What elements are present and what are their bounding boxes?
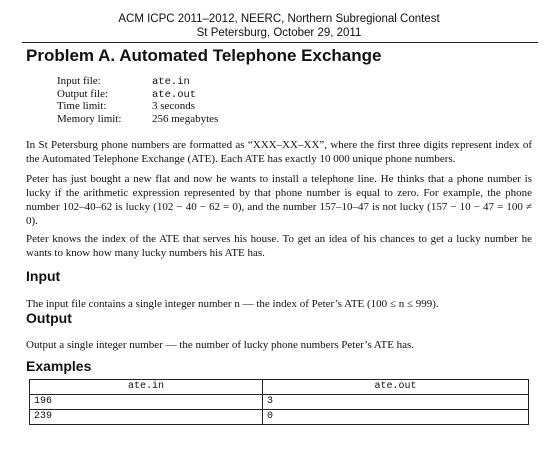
table-row: [30, 410, 529, 425]
column-header-input: ate.in: [30, 380, 263, 395]
input-heading: Input: [26, 268, 61, 284]
input-description: The input file contains a single integer number n — the index of Peter’s ATE (100 ≤ n ≤ 999).: [26, 298, 439, 310]
example-output-cell: 3: [263, 395, 529, 410]
column-header-output: ate.out: [263, 380, 529, 395]
table-row: [30, 395, 529, 410]
examples-table: [29, 379, 529, 425]
header-rule: [22, 42, 538, 43]
meta-label: Memory limit:: [57, 112, 122, 125]
problem-title: Problem A. Automated Telephone Exchange: [26, 46, 382, 65]
meta-label: Output file:: [57, 87, 109, 100]
problem-meta: [57, 75, 218, 125]
meta-memory-limit: [57, 113, 218, 126]
example-input-cell: 196: [30, 395, 263, 410]
output-heading: Output: [26, 310, 72, 326]
output-description: Output a single integer number — the number of lucky phone numbers Peter’s ATE has.: [26, 339, 415, 351]
contest-location-date: St Petersburg, October 29, 2011: [196, 27, 362, 39]
statement-paragraph: Peter knows the index of the ATE that serves his house. To get an idea of his chances to get a lucky number he wants to know how many lucky numbers his ATE has.: [26, 233, 532, 259]
contest-header: ACM ICPC 2011–2012, NEERC, Northern Subregional Contest: [118, 13, 440, 25]
meta-label: Input file:: [57, 75, 101, 87]
meta-value: 3 seconds: [152, 100, 196, 112]
meta-value: ate.out: [152, 88, 197, 101]
statement-paragraph: In St Petersburg phone numbers are formatted as “XXX–XX–XX”, where the first three digits represent index of the Automated Telephone Exchange (ATE). Each ATE has exactly 10 000 unique phone numbers.: [26, 139, 532, 165]
meta-input-file: [57, 75, 218, 88]
meta-value: 256 megabytes: [152, 112, 219, 125]
example-output-cell: 0: [263, 410, 529, 425]
meta-time-limit: [57, 100, 218, 113]
example-input-cell: 239: [30, 410, 263, 425]
statement-paragraph: Peter has just bought a new flat and now he wants to install a telephone line. He thinks that a phone number is lucky if the arithmetic expression represented by that phone number is equal to zero. For example, the phone number 102–40–62 is lucky (102 − 40 − 62 = 0), and the number 157–10–47 is not lucky (157 − 10 − 47 = 100 ≠ 0).: [26, 173, 532, 227]
meta-value: ate.in: [152, 76, 190, 88]
meta-output-file: [57, 88, 218, 101]
meta-label: Time limit:: [57, 100, 107, 112]
examples-header-row: [30, 380, 529, 395]
examples-heading: Examples: [26, 358, 92, 374]
